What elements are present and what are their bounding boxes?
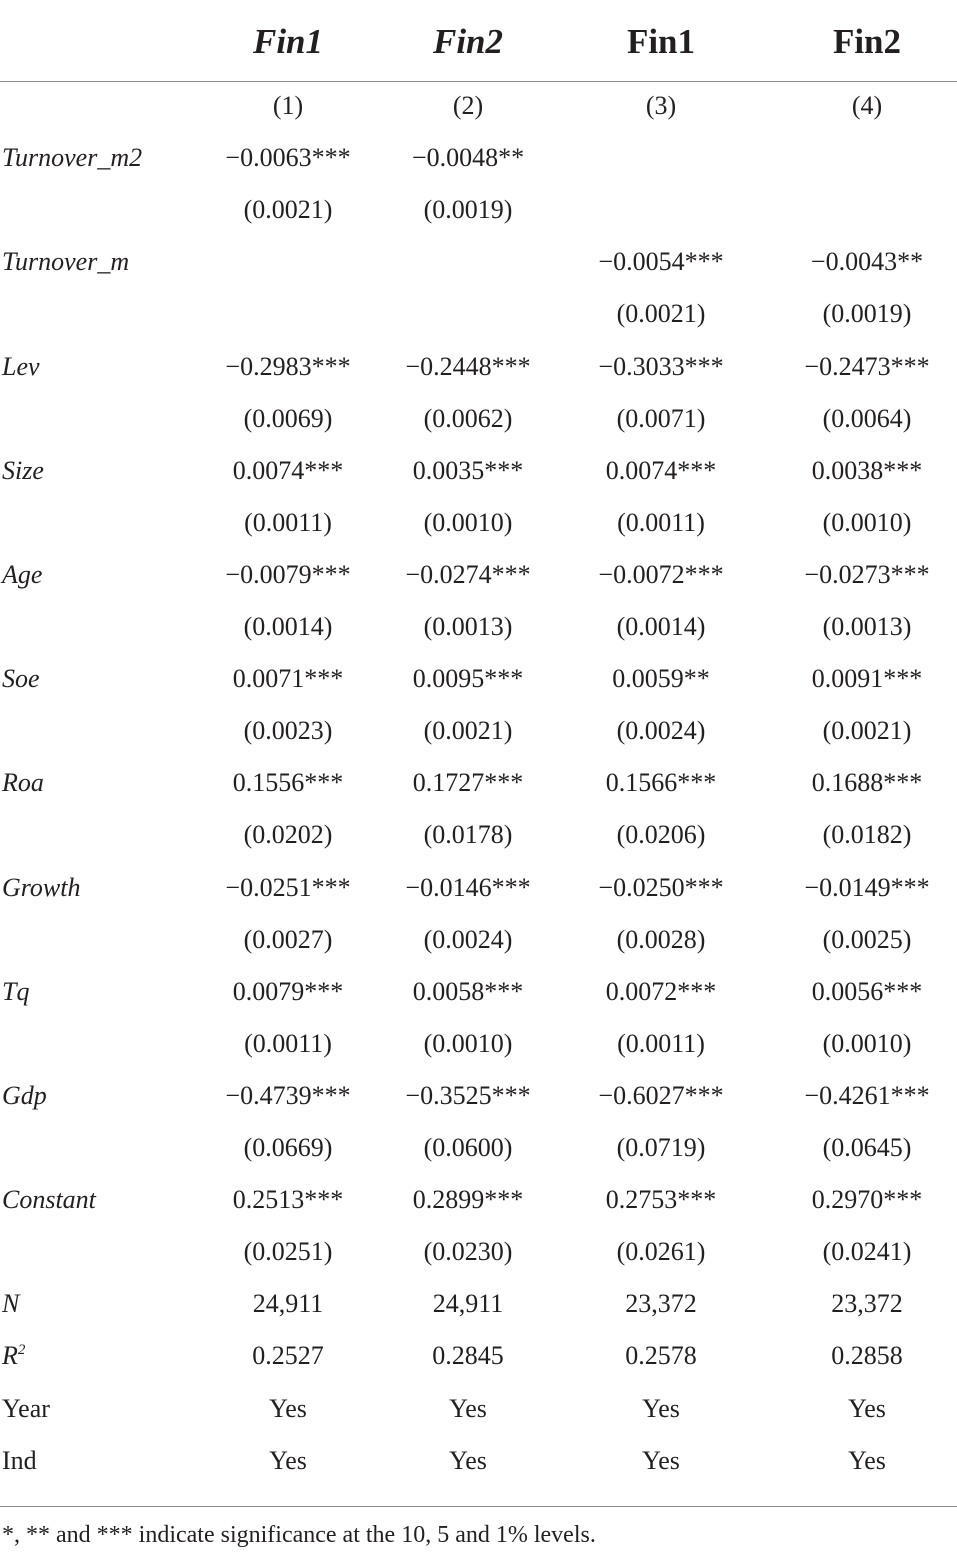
row-label bbox=[2, 1330, 25, 1382]
table-cell-col3: 0.0074*** bbox=[605, 455, 717, 485]
table-row bbox=[0, 132, 957, 184]
table-cell-col4 bbox=[777, 184, 957, 236]
row-label bbox=[2, 132, 142, 184]
row-label-text: Roa bbox=[2, 768, 44, 798]
table-cell-col1: 0.0079*** bbox=[232, 976, 344, 1006]
table-cell-col1: 0.1556*** bbox=[232, 768, 344, 798]
table-cell-col3: (0.0261) bbox=[616, 1237, 706, 1267]
table-cell-col3: (0.0014) bbox=[616, 612, 706, 641]
table-row bbox=[0, 445, 957, 497]
row-label bbox=[2, 445, 44, 497]
row-label bbox=[2, 1383, 50, 1435]
table-cell-col3: (0.0021) bbox=[616, 299, 706, 329]
table-cell-col2: (2) bbox=[452, 91, 484, 120]
table-cell-col3: (0.0024) bbox=[616, 716, 706, 746]
table-cell-col1: (0.0069) bbox=[243, 403, 333, 433]
row-label-text: Turnover_m bbox=[2, 247, 130, 277]
table-cell-col4 bbox=[777, 132, 957, 184]
table-cell-col4: Yes bbox=[848, 1445, 886, 1475]
table-row bbox=[0, 393, 957, 445]
row-label bbox=[2, 236, 129, 288]
table-cell-col3: 0.2578 bbox=[625, 1341, 697, 1371]
row-label bbox=[2, 341, 40, 393]
table-cell-col4: 0.2970*** bbox=[811, 1185, 923, 1215]
table-cell-col1: 24,911 bbox=[252, 1289, 324, 1319]
column-header-4: Fin2 bbox=[832, 22, 902, 61]
table-cell-col1: (0.0202) bbox=[243, 820, 333, 850]
table-row bbox=[0, 966, 957, 1018]
table-cell-col2: −0.0048** bbox=[411, 143, 525, 173]
row-label-text: Growth bbox=[2, 872, 81, 902]
table-cell-col4: (0.0019) bbox=[822, 299, 912, 329]
row-label-text: Soe bbox=[2, 664, 40, 694]
table-cell-col2: −0.3525*** bbox=[405, 1080, 531, 1110]
table-cell-col3: −0.0054*** bbox=[598, 247, 724, 277]
table-cell-col3: (0.0011) bbox=[617, 1028, 705, 1058]
row-label-text: Size bbox=[2, 455, 44, 485]
table-cell-col2: (0.0062) bbox=[423, 403, 513, 433]
table-cell-col2: Yes bbox=[449, 1445, 487, 1475]
table-cell-col1: −0.0063*** bbox=[225, 143, 351, 173]
table-cell-col2: 24,911 bbox=[432, 1289, 504, 1319]
table-cell-col2: 0.1727*** bbox=[412, 768, 524, 798]
table-row bbox=[0, 1278, 957, 1330]
table-cell-col1: −0.0251*** bbox=[225, 872, 351, 902]
table-cell-col1: (0.0021) bbox=[243, 195, 333, 225]
table-cell-col4: (0.0013) bbox=[822, 612, 912, 641]
table-row bbox=[0, 914, 957, 966]
column-header-1: Fin1 bbox=[252, 22, 324, 61]
table-cell-col2: 0.0035*** bbox=[412, 455, 524, 485]
column-header-3: Fin1 bbox=[626, 22, 696, 61]
table-cell-col4: 0.2858 bbox=[831, 1341, 903, 1371]
table-cell-col2: −0.0146*** bbox=[405, 872, 531, 902]
table-cell-col1: Yes bbox=[269, 1445, 307, 1475]
table-cell-col3: −0.6027*** bbox=[598, 1080, 724, 1110]
row-label-text: Lev bbox=[2, 351, 40, 381]
row-label-superscript: 2 bbox=[17, 1342, 26, 1359]
row-label-text: Age bbox=[2, 559, 43, 589]
row-label bbox=[2, 1070, 47, 1122]
row-label-text: N bbox=[2, 1289, 20, 1319]
table-cell-col4: 0.0091*** bbox=[811, 664, 923, 694]
table-cell-col3: (0.0206) bbox=[616, 820, 706, 850]
table-cell-col3: 0.2753*** bbox=[605, 1185, 717, 1215]
table-cell-col3: −0.3033*** bbox=[598, 351, 724, 381]
table-cell-col1: 0.0071*** bbox=[232, 664, 344, 694]
table-row bbox=[0, 341, 957, 393]
table-row bbox=[0, 549, 957, 601]
row-label-text: Turnover_m2 bbox=[2, 143, 143, 173]
table-cell-col1: (0.0011) bbox=[244, 507, 332, 537]
column-header-2: Fin2 bbox=[432, 22, 504, 61]
table-cell-col1: (0.0251) bbox=[243, 1237, 333, 1267]
table-cell-col3: Yes bbox=[642, 1393, 680, 1423]
table-row bbox=[0, 1018, 957, 1070]
table-cell-col4: −0.4261*** bbox=[804, 1080, 930, 1110]
row-label bbox=[2, 1435, 37, 1487]
table-cell-col4: −0.2473*** bbox=[804, 351, 930, 381]
row-label-text: Constant bbox=[2, 1185, 96, 1215]
row-label bbox=[2, 1174, 96, 1226]
row-label bbox=[2, 653, 40, 705]
table-cell-col2: (0.0178) bbox=[423, 820, 513, 850]
table-cell-col1: (0.0027) bbox=[243, 924, 333, 954]
table-footnote: *, ** and *** indicate significance at the 10, 5 and 1% levels. bbox=[2, 1522, 596, 1548]
table-cell-col2: (0.0021) bbox=[423, 716, 513, 746]
table-cell-col1: −0.2983*** bbox=[225, 351, 351, 381]
table-cell-col1: 0.0074*** bbox=[232, 455, 344, 485]
table-cell-col2: −0.0274*** bbox=[405, 559, 531, 589]
table-cell-col3: (0.0011) bbox=[617, 507, 705, 537]
table-cell-col2: (0.0019) bbox=[423, 195, 513, 225]
table-cell-col3: −0.0072*** bbox=[598, 559, 724, 589]
table-row bbox=[0, 497, 957, 549]
table-cell-col3: Yes bbox=[642, 1445, 680, 1475]
table-row bbox=[0, 288, 957, 340]
table-row bbox=[0, 184, 957, 236]
table-cell-col1: Yes bbox=[269, 1393, 307, 1423]
table-cell-col3: (0.0071) bbox=[616, 403, 706, 433]
table-cell-col4: (0.0182) bbox=[822, 820, 912, 850]
table-cell-col3: 0.0072*** bbox=[605, 976, 717, 1006]
row-label-text: Ind bbox=[2, 1445, 37, 1475]
table-row bbox=[0, 1435, 957, 1487]
table-cell-col2 bbox=[378, 288, 558, 340]
table-cell-col3 bbox=[571, 132, 751, 184]
table-cell-col2: (0.0013) bbox=[423, 612, 513, 641]
table-row bbox=[0, 1122, 957, 1174]
row-label bbox=[2, 757, 44, 809]
table-cell-col4: 0.0038*** bbox=[811, 455, 923, 485]
table-cell-col4: (0.0021) bbox=[822, 716, 912, 746]
table-row bbox=[0, 653, 957, 705]
table-cell-col3: (0.0719) bbox=[616, 1133, 706, 1162]
table-cell-col1: −0.0079*** bbox=[225, 559, 351, 589]
table-cell-col2: 0.0058*** bbox=[412, 976, 524, 1006]
table-cell-col3: 23,372 bbox=[625, 1289, 697, 1319]
table-cell-col2: (0.0024) bbox=[423, 924, 513, 954]
table-cell-col3: 0.0059** bbox=[612, 664, 710, 694]
table-cell-col2: 0.2899*** bbox=[412, 1185, 524, 1215]
table-cell-col4: (0.0064) bbox=[822, 403, 912, 433]
table-row bbox=[0, 1330, 957, 1382]
table-cell-col2: 0.2845 bbox=[432, 1341, 504, 1371]
row-label bbox=[2, 549, 42, 601]
table-cell-col4: 23,372 bbox=[831, 1289, 903, 1319]
table-row bbox=[0, 1383, 957, 1435]
table-row bbox=[0, 80, 957, 132]
bottom-rule bbox=[0, 1506, 957, 1507]
table-cell-col3: 0.1566*** bbox=[605, 768, 717, 798]
table-cell-col2 bbox=[378, 236, 558, 288]
row-label-text: Year bbox=[2, 1393, 50, 1423]
table-cell-col4: −0.0273*** bbox=[804, 559, 930, 589]
table-cell-col4: Yes bbox=[848, 1393, 886, 1423]
table-row bbox=[0, 862, 957, 914]
row-label bbox=[2, 1278, 19, 1330]
table-cell-col2: (0.0230) bbox=[423, 1237, 513, 1267]
table-cell-col3 bbox=[571, 184, 751, 236]
table-cell-col1 bbox=[198, 288, 378, 340]
table-cell-col4: −0.0043** bbox=[810, 247, 924, 277]
table-cell-col1: 0.2527 bbox=[252, 1341, 324, 1371]
table-cell-col4: −0.0149*** bbox=[804, 872, 930, 902]
table-cell-col4: 0.0056*** bbox=[811, 976, 923, 1006]
table-cell-col3: (3) bbox=[645, 91, 677, 120]
table-cell-col2: Yes bbox=[449, 1393, 487, 1423]
row-label-text: R bbox=[2, 1341, 18, 1371]
table-cell-col4: (0.0010) bbox=[822, 1028, 912, 1058]
table-row bbox=[0, 705, 957, 757]
table-row bbox=[0, 601, 957, 653]
table-cell-col1: −0.4739*** bbox=[225, 1080, 351, 1110]
table-row bbox=[0, 1226, 957, 1278]
table-cell-col2: (0.0010) bbox=[423, 507, 513, 537]
table-cell-col4: (0.0645) bbox=[822, 1133, 912, 1162]
table-cell-col4: (0.0241) bbox=[822, 1237, 912, 1267]
table-cell-col1: (0.0014) bbox=[243, 612, 333, 641]
table-cell-col1 bbox=[198, 236, 378, 288]
table-row bbox=[0, 236, 957, 288]
row-label bbox=[2, 966, 29, 1018]
table-row bbox=[0, 1070, 957, 1122]
table-cell-col1: 0.2513*** bbox=[232, 1185, 344, 1215]
table-row bbox=[0, 757, 957, 809]
table-cell-col4: (4) bbox=[851, 91, 883, 120]
table-cell-col2: −0.2448*** bbox=[405, 351, 531, 381]
row-label bbox=[2, 862, 81, 914]
table-cell-col2: (0.0600) bbox=[423, 1133, 513, 1162]
table-cell-col4: (0.0010) bbox=[822, 507, 912, 537]
table-cell-col4: 0.1688*** bbox=[811, 768, 923, 798]
table-cell-col4: (0.0025) bbox=[822, 924, 912, 954]
table-cell-col1: (0.0023) bbox=[243, 716, 333, 746]
table-row bbox=[0, 809, 957, 861]
table-cell-col1: (0.0011) bbox=[244, 1028, 332, 1058]
table-cell-col2: (0.0010) bbox=[423, 1028, 513, 1058]
table-cell-col3: (0.0028) bbox=[616, 924, 706, 954]
row-label-text: Gdp bbox=[2, 1080, 47, 1110]
table-row bbox=[0, 1174, 957, 1226]
table-cell-col3: −0.0250*** bbox=[598, 872, 724, 902]
table-cell-col1: (1) bbox=[272, 91, 304, 120]
row-label-text: Tq bbox=[2, 976, 30, 1006]
table-cell-col2: 0.0095*** bbox=[412, 664, 524, 694]
table-cell-col1: (0.0669) bbox=[243, 1133, 333, 1162]
